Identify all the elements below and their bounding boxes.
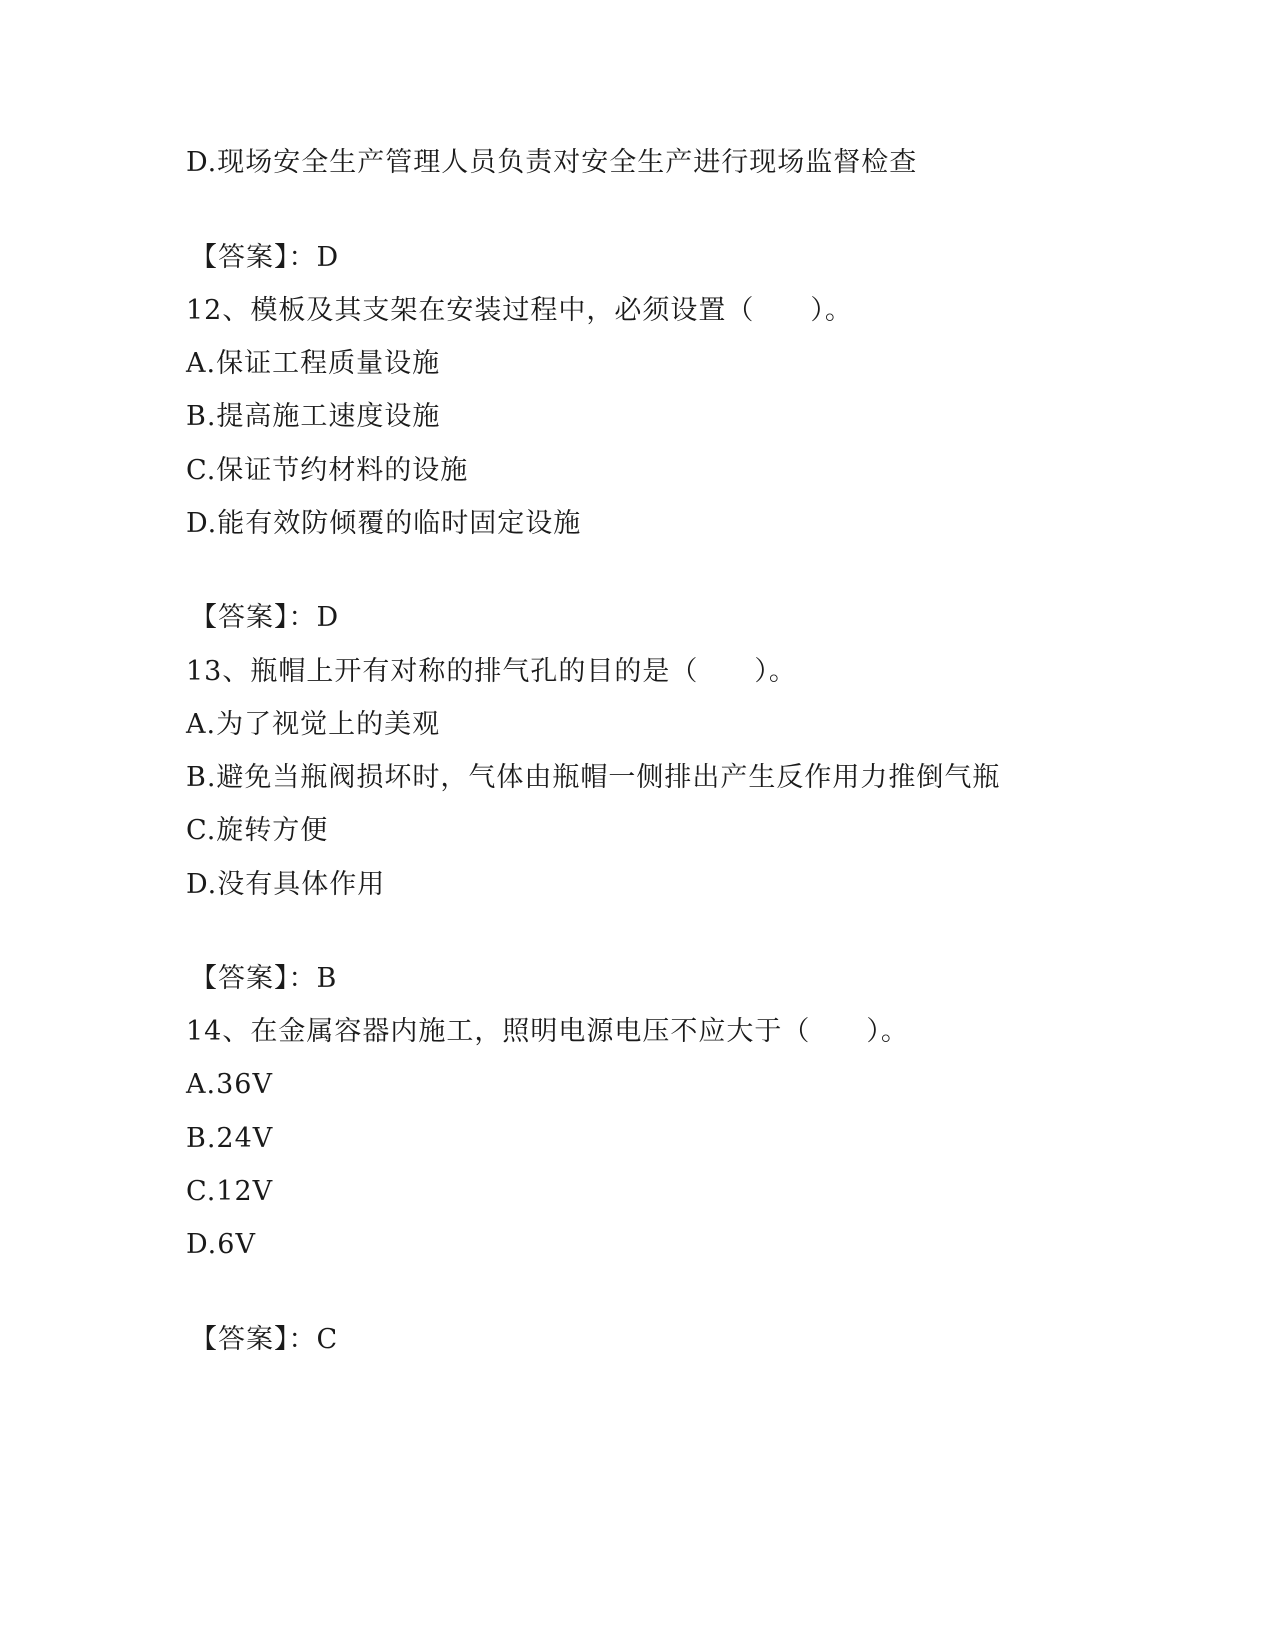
question-stem: 14、在金属容器内施工，照明电源电压不应大于（ ）。 — [186, 1016, 909, 1047]
option-a: A.保证工程质量设施 — [186, 348, 441, 379]
option-d: D.能有效防倾覆的临时固定设施 — [186, 508, 582, 539]
option-b: B.提高施工速度设施 — [186, 401, 441, 432]
answer: 【答案】：C — [190, 1324, 339, 1355]
option-b: B.避免当瓶阀损坏时，气体由瓶帽一侧排出产生反作用力推倒气瓶 — [186, 762, 1001, 793]
option-c: C.12V — [186, 1176, 274, 1207]
option-a: A.为了视觉上的美观 — [186, 709, 441, 740]
option-c: C.旋转方便 — [186, 815, 329, 846]
answer: 【答案】：D — [190, 602, 340, 633]
option-c: C.保证节约材料的设施 — [186, 455, 469, 486]
option-d: D.6V — [186, 1229, 256, 1260]
option-b: B.24V — [186, 1123, 274, 1154]
prev-answer: 【答案】：D — [190, 242, 340, 273]
option-d: D.没有具体作用 — [186, 869, 386, 900]
answer: 【答案】：B — [190, 963, 338, 994]
question-stem: 12、模板及其支架在安装过程中，必须设置（ ）。 — [186, 295, 853, 326]
prev-option-d: D.现场安全生产管理人员负责对安全生产进行现场监督检查 — [186, 147, 918, 178]
option-a: A.36V — [186, 1069, 273, 1100]
question-stem: 13、瓶帽上开有对称的排气孔的目的是（ ）。 — [186, 656, 797, 687]
